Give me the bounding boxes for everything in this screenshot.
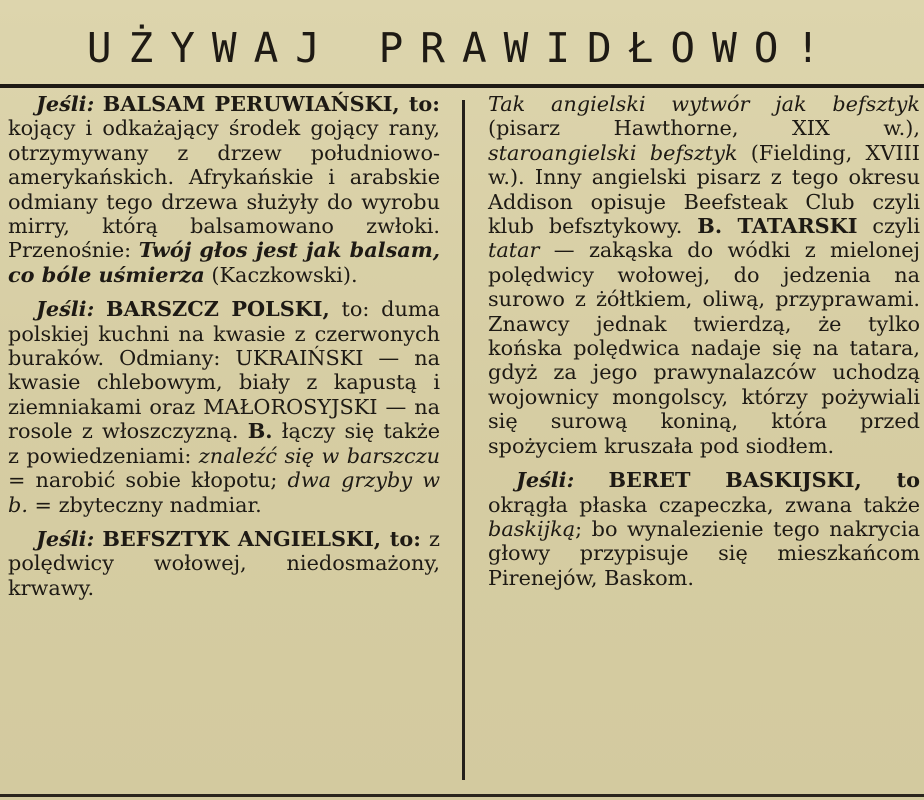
entry-head: BARSZCZ POLSKI, xyxy=(106,296,330,322)
entry-phrase: staroangielski befsztyk xyxy=(488,140,738,165)
entry-phrase: tatar xyxy=(488,238,540,263)
entry-befsztyk xyxy=(8,527,440,600)
entry-phrase: Tak angielski wytwór jak befsztyk xyxy=(488,92,920,116)
entry-body: ; bo wynalezienie tego nakrycia głowy przypisuje się mieszkańcom Pirenejów, Baskom. xyxy=(488,516,920,590)
entry-lead: Jeśli: xyxy=(36,525,95,551)
entry-lead: Jeśli: xyxy=(36,296,95,322)
entry-beret xyxy=(488,468,920,590)
column-left xyxy=(8,92,440,610)
entry-phrase: dwa grzyby w b. xyxy=(8,468,440,517)
entry-head: BERET BASKIJSKI, to xyxy=(608,467,920,493)
entry-body: (pisarz Hawthorne, XIX w.), xyxy=(488,116,920,141)
entry-phrase: znaleźć się w barszczu xyxy=(198,443,440,468)
entry-abbrev: B. xyxy=(247,418,273,444)
entry-body: to: duma polskiej kuchni na kwasie z czerwonych buraków. Odmiany: UKRAIŃSKI — na kwasie chlebowym, biały z kapustą i ziemniakami oraz MAŁOROSYJSKI — na rosole z włoszczyzną. xyxy=(8,297,440,444)
entry-body: kojący i odkażający środek gojący rany, otrzymywany z drzew południowo-amerykańskich. Afrykańskie i arabskie odmiany tego drzewa służyły do wyrobu mirry, którą balsamowano zwłoki. Przenośnie: xyxy=(8,116,440,263)
entry-head: BEFSZTYK ANGIELSKI, to: xyxy=(102,525,421,551)
entry-body: z polędwicy wołowej, niedosmażony, krwawy. xyxy=(8,526,440,600)
entry-balsam xyxy=(8,92,440,287)
entry-body: czyli xyxy=(857,214,920,239)
entry-lead: Jeśli: xyxy=(36,91,95,116)
entry-body: (Fielding, XVIII w.). Inny angielski pisarz z tego okresu Addison opisuje Beefsteak Club czyli klub befsztykowy. xyxy=(488,140,920,239)
title-rule xyxy=(0,84,924,88)
entry-barszcz xyxy=(8,297,440,517)
entry-quote: Twój głos jest jak balsam, co bóle uśmierza xyxy=(8,237,440,287)
entry-subhead: B. TATARSKI xyxy=(697,213,858,239)
entry-body: = narobić sobie kłopotu; xyxy=(8,468,288,493)
column-right xyxy=(488,92,920,600)
entry-body: łączy się także z powiedzeniami: xyxy=(8,419,440,468)
page-title: UŻYWAJ PRAWIDŁOWO! xyxy=(86,24,838,72)
entry-lead: Jeśli: xyxy=(516,467,575,493)
entry-tail: = zbyteczny nadmiar. xyxy=(27,492,262,517)
entry-befsztyk-continued xyxy=(488,92,920,458)
entry-phrase: baskijką xyxy=(488,516,576,541)
column-divider xyxy=(462,100,465,780)
entry-tail: (Kaczkowski). xyxy=(204,262,358,287)
bottom-rule xyxy=(0,794,924,797)
entry-head: BALSAM PERUWIAŃSKI, to: xyxy=(102,91,440,116)
entry-body: — zakąska do wódki z mielonej polędwicy wołowej, do jedzenia na surowo z żółtkiem, oliwą, przyprawami. Znawcy jednak twierdzą, że tylko końska polędwica nadaje się na tatara, gdyż za jego prawynalazców uchodzą wojownicy mongolscy, którzy pożywiali się surową koniną, która przed spożyciem kruszała pod siodłem. xyxy=(488,238,920,458)
entry-body: okrągła płaska czapeczka, zwana także xyxy=(488,492,920,517)
